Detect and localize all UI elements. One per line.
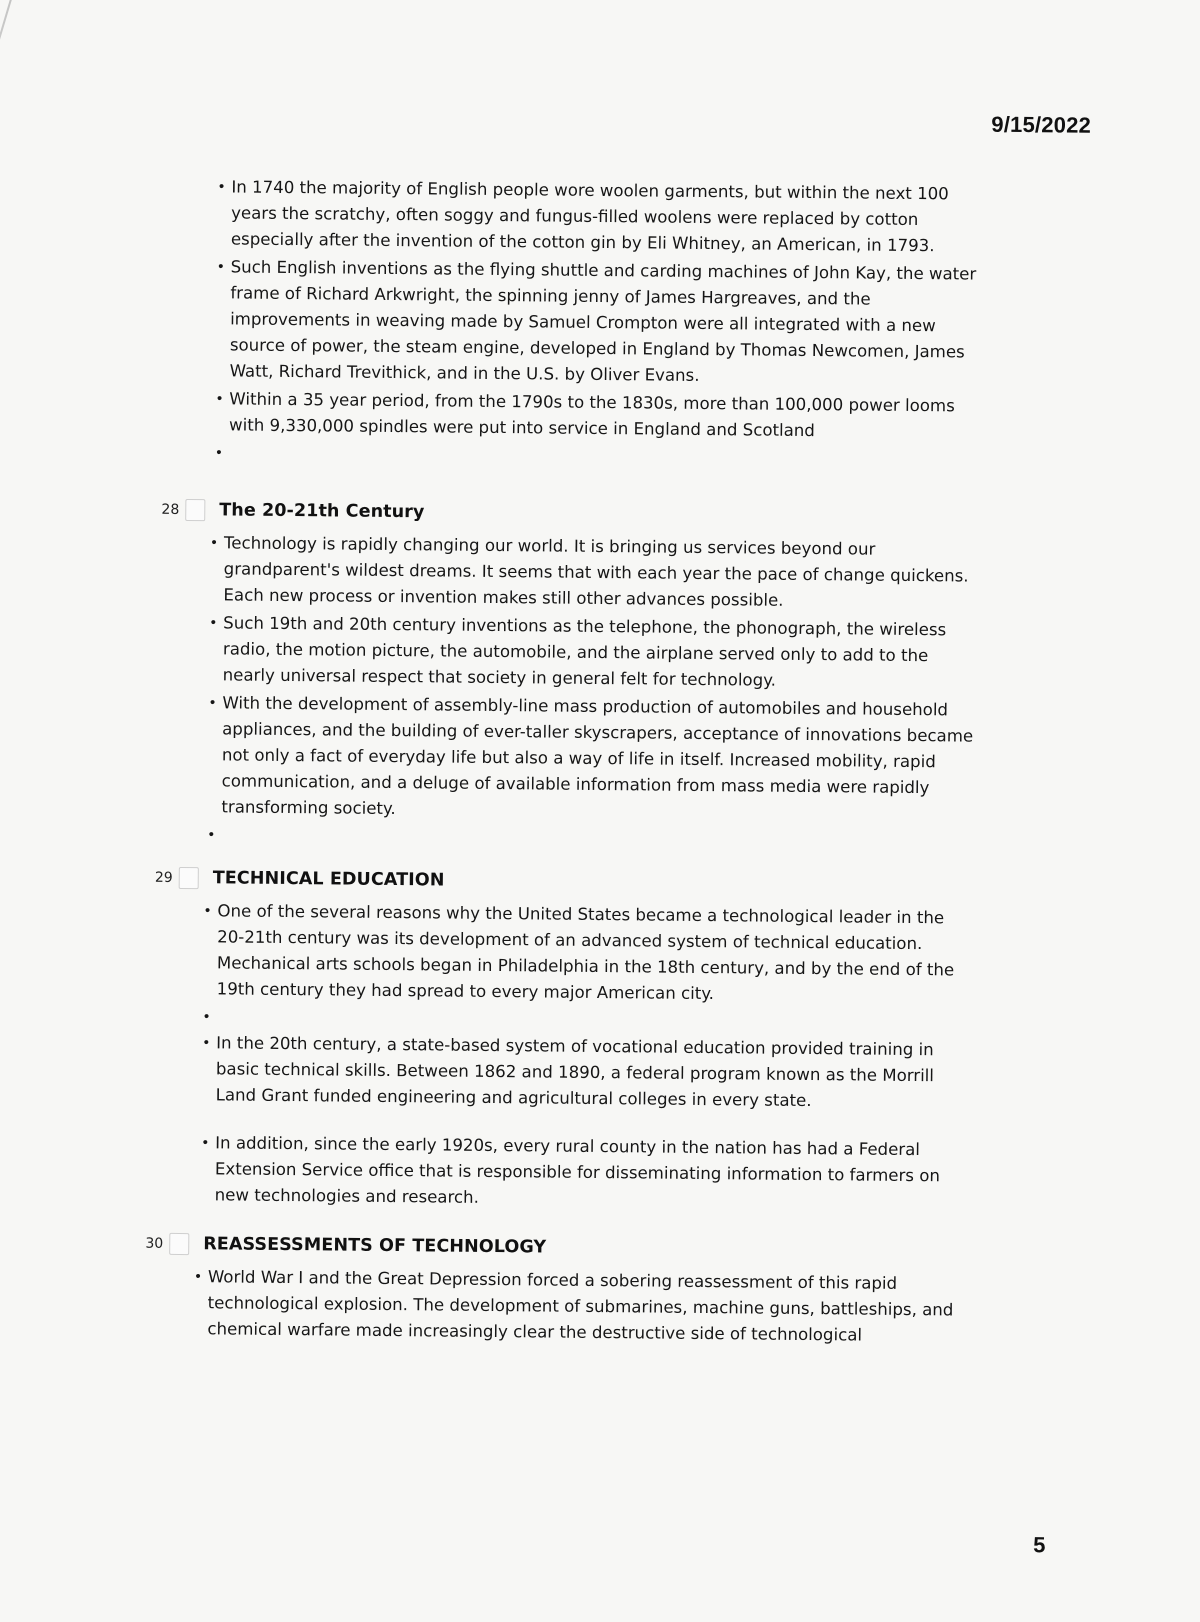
bullet-list (212, 530, 975, 853)
bullet-list (220, 174, 993, 471)
paper-fold-line (0, 0, 12, 210)
page-date: 9/15/2022 (991, 111, 1092, 138)
slide-title: TECHNICAL EDUCATION (212, 868, 445, 891)
bullet-item: • In addition, since the early 1920s, every rural county in the nation has had a Federal Extension Service office that is responsible for disseminating information to farmers on new technologies and research. (206, 1130, 967, 1215)
bullet-item: • With the development of assembly-line mass production of automobiles and household appliances, and the building of ever-taller skyscrapers, acceptance of innovations became not only a fact of everyday life but also a way of life in itself. Increased mobility, rapid communication, and a deluge of available information from mass media were rapidly transforming society. (212, 690, 973, 827)
page-number: 5 (1033, 1532, 1046, 1558)
slide-header (153, 496, 975, 532)
slide-thumbnail-box (169, 1233, 189, 1255)
section-slide-29 (154, 864, 969, 1217)
section-slide-28 (161, 496, 975, 855)
bullet-item: • Within a 35 year period, from the 1790s to the 1830s, more than 100,000 power looms with 9,330,000 spindles were put into service in England and Scotland (220, 386, 990, 445)
bullet-item: • World War I and the Great Depression forced a sobering reassessment of this rapid technological explosion. The development of submarines, machine guns, battleships, and chemical warfare made increasingly clear the destructive side of technological (198, 1264, 959, 1349)
slide-title: REASSESSMENTS OF TECHNOLOGY (203, 1234, 547, 1258)
bullet-item: • Technology is rapidly changing our world. It is bringing us services beyond our grandparent's wildest dreams. It seems that with each year the pace of change quickens. Each new process or invention makes still other advances possible. (214, 530, 975, 615)
bullet-item: • In 1740 the majority of English people wore woolen garments, but within the next 100 years the scratchy, often soggy and fungus-filled woolens were replaced by cotton especially after the invention of the cotton gin by Eli Whitney, an American, in 1793. (222, 174, 993, 259)
bullet-list (206, 898, 969, 1215)
slide-number: 29 (154, 869, 173, 886)
slide-number: 30 (145, 1235, 164, 1252)
slide-header (147, 864, 969, 900)
slide-header (137, 1230, 959, 1266)
empty-bullet-item (212, 822, 972, 853)
bullet-item: • One of the several reasons why the United States became a technological leader in the 20-21th century was its development of an advanced system of technical education. Mechanical arts schools began in Philadelphia in the 18th century, and by the end of the 19th century they had spread to every major American city. (208, 898, 969, 1009)
bullet-item: • Such English inventions as the flying shuttle and carding machines of John Kay, the water frame of Richard Arkwright, the spinning jenny of James Hargreaves, and the improvements in weaving made by Samuel Crompton were all integrated with a new source of power, the steam engine, developed in England by Thomas Newcomen, James Watt, Richard Trevithick, and in the U.S. by Oliver Evans. (220, 254, 991, 391)
bullet-list (198, 1264, 959, 1349)
slide-thumbnail-box (179, 867, 199, 889)
section-continuation (220, 168, 993, 473)
slide-number: 28 (161, 501, 180, 518)
slide-thumbnail-box (185, 499, 205, 521)
slide-title: The 20-21th Century (219, 500, 425, 523)
section-slide-30 (145, 1230, 959, 1351)
empty-bullet-item (220, 440, 990, 471)
bullet-item: • In the 20th century, a state-based system of vocational education provided training in basic technical skills. Between 1862 and 1890, a federal program known as the Morrill Land Grant funded engineering and agricultural colleges in every state. (207, 1030, 968, 1115)
bullet-item: • Such 19th and 20th century inventions as the telephone, the phonograph, the wireless radio, the motion picture, the automobile, and the airplane served only to add to the nearly universal respect that society in general felt for technology. (214, 610, 975, 695)
